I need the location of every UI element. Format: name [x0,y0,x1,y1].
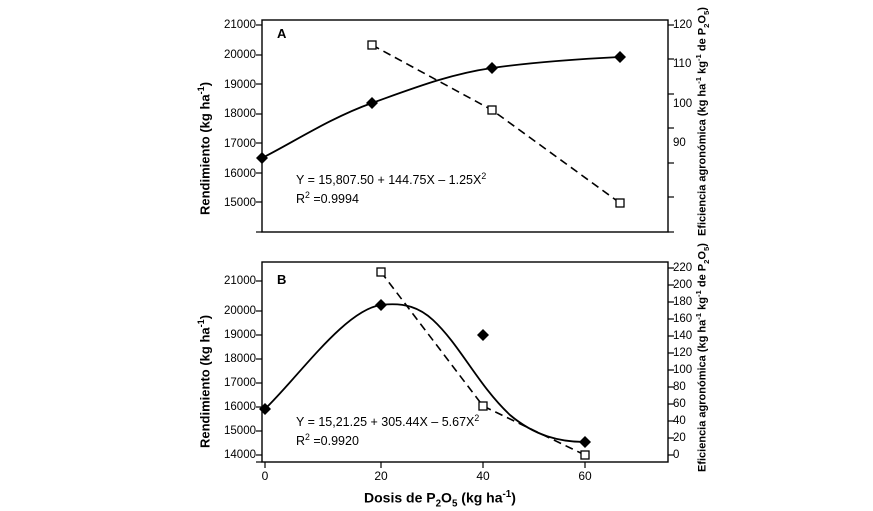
panel-b-y2tick-200: 200 [673,279,693,291]
panel-a-left-axis-title: Rendimiento (kg $ha^{-1}$) [196,81,213,215]
panel-a-yield-curve [262,57,620,158]
panel-a-yield-markers [256,51,626,164]
panel-b-ytick-21000: 21000 [224,275,256,287]
panel-b-y2tick-120: 120 [673,347,693,359]
panel-b-ytick-18000: 18000 [224,353,256,365]
panel-b-ytick-14000: 14000 [224,449,256,461]
panel-b-y2tick-80: 80 [673,381,686,393]
panel-b-x-ticks [265,462,585,468]
panel-b-left-axis-title: Rendimiento (kg $ha^{-1}$) [196,314,213,448]
panel-b-y2tick-40: 40 [673,415,686,427]
panel-a-y2tick-90: 90 [673,137,686,149]
xtick-40: 40 [476,469,490,483]
panel-b-yield-curve [265,304,585,442]
panel-a-ytick-17000: 17000 [224,138,256,150]
panel-a-ytick-18000: 18000 [224,108,256,120]
panel-a-y2tick-120: 120 [673,19,693,31]
panel-a-right-ticks [668,25,674,232]
panel-b-efficiency-line [381,272,585,455]
panel-a-ytick-21000: 21000 [224,19,256,31]
panel-b-letter: B [277,272,287,287]
panel-b-left-ticks [256,281,262,462]
panel-b-y2tick-140: 140 [673,330,693,342]
xtick-60: 60 [578,469,592,483]
panel-b-y2tick-0: 0 [673,449,680,461]
panel-b-y2tick-20: 20 [673,432,686,444]
x-axis-title: Dosis de $P_2O_5$ (kg $ha^{-1}$) [364,489,516,510]
panel-b-y2tick-180: 180 [673,296,693,308]
panel-a-y2tick-110: 110 [673,58,692,70]
panel-b-y2tick-60: 60 [673,398,686,410]
panel-a-r2: $R^2 =0.9994$ [296,190,359,207]
panel-a-ytick-16000: 16000 [224,168,256,180]
panel-b-efficiency-markers [377,268,589,459]
panel-a-ytick-15000: 15000 [224,197,256,209]
panel-b-r2: $R^2 =0.9920$ [296,432,359,449]
panel-b-ytick-16000: 16000 [224,401,256,413]
panel-a-right-axis-title: Eficiencia agronómica (kg $ha^{-1}$ $kg^{-1}$ de $P_2O_5$) [694,7,711,236]
xtick-20: 20 [374,469,388,483]
panel-a-ytick-19000: 19000 [224,79,256,91]
panel-a-equation: $Y = 15,807.50 + 144.75X - 1.25X^2$ [296,171,487,188]
panel-b-ytick-19000: 19000 [224,329,256,341]
panel-b-ytick-15000: 15000 [224,425,256,437]
panel-b-y2tick-160: 160 [673,313,693,325]
panel-a-y2tick-100: 100 [673,98,693,110]
panel-b-yield-markers [259,299,591,448]
panel-b-frame [262,262,668,462]
panel-a-ytick-20000: 20000 [224,49,256,61]
panel-a-letter: A [277,26,287,41]
panel-b-ytick-17000: 17000 [224,377,256,389]
panel-b-y2tick-220: 220 [673,262,693,274]
panel-b-right-axis-title: Eficiencia agronómica (kg $ha^{-1}$ $kg^{-1}$ de $P_2O_5$) [694,243,711,472]
panel-b-right-ticks [668,268,674,455]
panel-b-y2tick-100: 100 [673,364,693,376]
panel-a-efficiency-markers [368,41,624,207]
panel-b-equation: $Y = 15,21.25 + 305.44X - 5.67X^2$ [296,413,480,430]
xtick-0: 0 [261,469,269,483]
panel-b-ytick-20000: 20000 [224,305,256,317]
panel-a-left-ticks [256,25,262,232]
